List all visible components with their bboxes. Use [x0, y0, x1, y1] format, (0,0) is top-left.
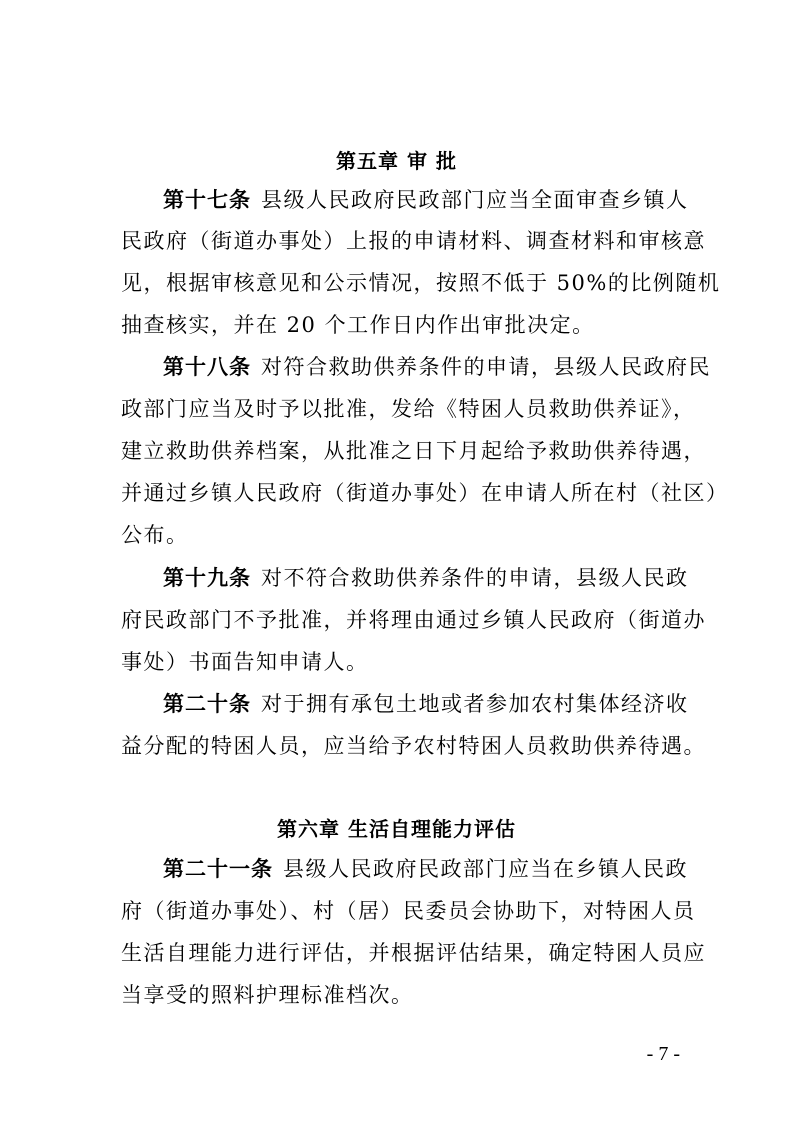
page-number: - 7 -: [646, 1043, 680, 1065]
article-text: 县级人民政府民政部门应当在乡镇人民政: [283, 857, 688, 881]
article-text-line: 当享受的照料护理标准档次。: [121, 983, 414, 1007]
article-number: 第十八条: [163, 355, 251, 379]
article-text-line: 公布。: [121, 523, 189, 547]
chapter-heading: 第五章 审 批: [336, 149, 457, 173]
article-text: 对于拥有承包土地或者参加农村集体经济收: [261, 692, 689, 716]
article-paragraph-line: [163, 186, 689, 214]
article-number: 第十七条: [163, 188, 251, 212]
article-text: 对不符合救助供养条件的申请，县级人民政: [261, 566, 689, 590]
article-text-line: 见，根据审核意见和公示情况，按照不低于 50%的比例随机: [121, 271, 721, 295]
article-number: 第十九条: [163, 566, 251, 590]
article-paragraph-line: [163, 564, 689, 592]
article-text: 对符合救助供养条件的申请，县级人民政府民: [261, 355, 711, 379]
article-text-line: 建立救助供养档案，从批准之日下月起给予救助供养待遇，: [121, 439, 706, 463]
article-text-line: 府（街道办事处）、村（居）民委员会协助下，对特困人员: [121, 899, 696, 923]
article-text-line: 府民政部门不予批准，并将理由通过乡镇人民政府（街道办: [121, 608, 706, 632]
article-text-line: 益分配的特困人员，应当给予农村特困人员救助供养待遇。: [121, 734, 706, 758]
article-number: 第二十条: [163, 692, 251, 716]
article-text-line: 事处）书面告知申请人。: [121, 650, 369, 674]
article-text-line: 并通过乡镇人民政府（街道办事处）在申请人所在村（社区）: [121, 481, 729, 505]
article-text-line: 抽查核实，并在 20 个工作日内作出审批决定。: [121, 313, 595, 337]
article-text-line: 生活自理能力进行评估，并根据评估结果，确定特困人员应: [121, 941, 706, 965]
article-number: 第二十一条: [163, 857, 273, 881]
article-paragraph-line: [163, 690, 689, 718]
article-paragraph-line: [163, 855, 688, 883]
article-text-line: 民政府（街道办事处）上报的申请材料、调查材料和审核意: [121, 229, 706, 253]
article-text: 县级人民政府民政部门应当全面审查乡镇人: [261, 188, 689, 212]
article-paragraph-line: [163, 353, 711, 381]
article-text-line: 政部门应当及时予以批准，发给《特困人员救助供养证》，: [121, 397, 696, 421]
chapter-heading: 第六章 生活自理能力评估: [277, 817, 516, 841]
